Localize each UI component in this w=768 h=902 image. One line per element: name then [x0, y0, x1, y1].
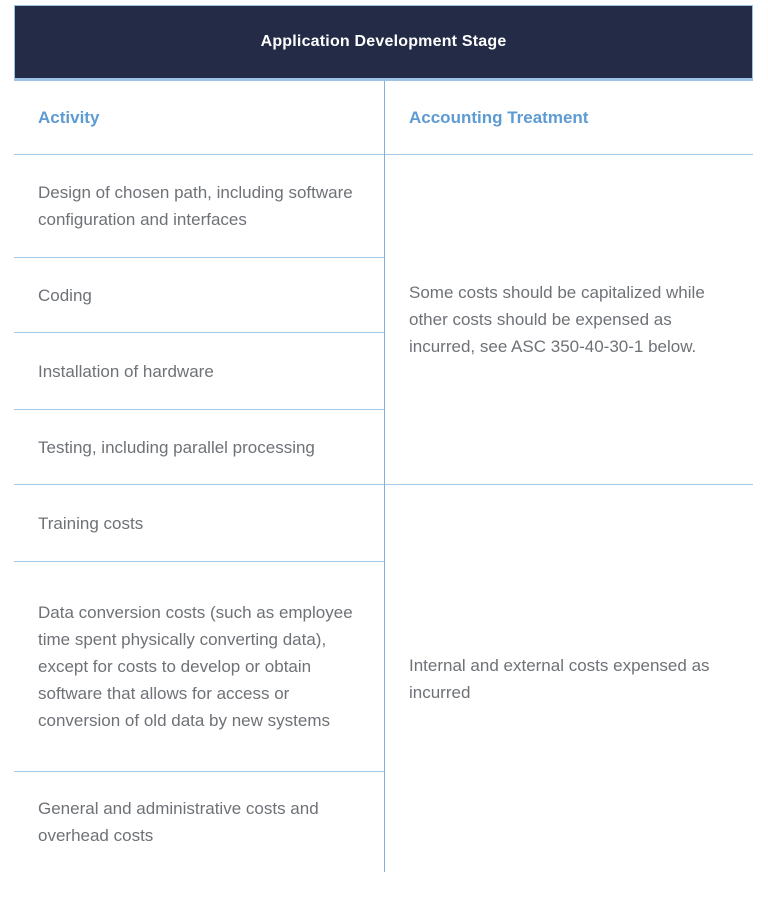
activity-column-header: Activity — [14, 81, 384, 155]
table-title: Application Development Stage — [260, 33, 507, 50]
activity-cell-general-admin: General and administrative costs and overhead costs — [38, 799, 319, 845]
activity-cell-coding: Coding — [14, 258, 384, 333]
application-development-stage-table — [14, 5, 753, 872]
activity-cell-design: Design of chosen path, including software configuration and interfaces — [14, 155, 384, 258]
treatment-column-header: Accounting Treatment — [385, 81, 753, 155]
accounting-treatment-column — [384, 81, 753, 872]
table-title-bar — [14, 5, 753, 81]
table-body — [14, 81, 753, 872]
activity-cell-hardware: Installation of hardware — [14, 333, 384, 410]
activity-cell-testing: Testing, including parallel processing — [14, 410, 384, 485]
treatment-cell-expense-as-incurred: Internal and external costs expensed as incurred — [409, 655, 710, 702]
activity-cell-data-conversion: Data conversion costs (such as employee time spent physically converting data), except for costs to develop or obtain software that allows for access or conversion of old data by new systems — [14, 562, 384, 772]
treatment-cell-capitalize-or-expense: Some costs should be capitalized while other costs should be expensed as incurred, see ASC 350-40-30-1 below. — [385, 155, 753, 485]
activity-column — [14, 81, 384, 872]
activity-cell-training: Training costs — [14, 485, 384, 562]
